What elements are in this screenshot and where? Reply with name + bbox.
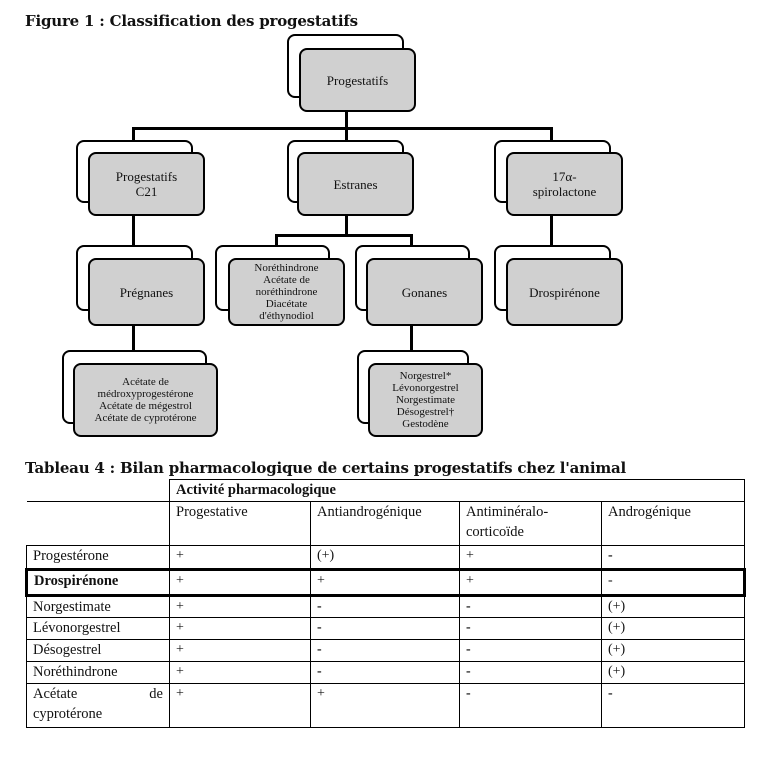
cell: +	[170, 618, 311, 640]
table-row	[27, 546, 745, 570]
column-header: Antiminéralo- corticoïde	[460, 502, 602, 546]
cell: -	[460, 684, 602, 728]
row-name	[27, 684, 170, 728]
cell: -	[311, 618, 460, 640]
table-row	[27, 596, 745, 618]
node-17a-spirolactone: 17α- spirolactone	[506, 152, 623, 216]
cell: -	[602, 684, 745, 728]
connector	[132, 127, 553, 130]
node-progestatifs: Progestatifs	[299, 48, 416, 112]
table-row	[27, 662, 745, 684]
cell: +	[170, 684, 311, 728]
table-row	[27, 618, 745, 640]
connector	[410, 325, 413, 353]
table-title: Tableau 4 : Bilan pharmacologique de certains progestatifs chez l'animal	[25, 459, 627, 477]
group-header: Activité pharmacologique	[170, 480, 745, 502]
pharmacology-table	[25, 479, 746, 728]
node-progestatifs-c21: Progestatifs C21	[88, 152, 205, 216]
cell: +	[311, 684, 460, 728]
node-pregnanes: Prégnanes	[88, 258, 205, 326]
row-name: Norgestimate	[27, 596, 170, 618]
cell: -	[460, 618, 602, 640]
column-header-row	[27, 502, 745, 546]
cell: +	[460, 546, 602, 570]
empty-cell	[27, 480, 170, 502]
cell: (+)	[602, 618, 745, 640]
node-estranes: Estranes	[297, 152, 414, 216]
connector	[275, 234, 413, 237]
table-row-highlighted	[27, 570, 745, 596]
node-drospirenone: Drospirénone	[506, 258, 623, 326]
column-header: Progestative	[170, 502, 311, 546]
cell: -	[602, 546, 745, 570]
row-name: Lévonorgestrel	[27, 618, 170, 640]
cell: -	[460, 640, 602, 662]
cell: -	[460, 596, 602, 618]
empty-cell	[27, 502, 170, 546]
cell: -	[602, 570, 745, 596]
group-header-row	[27, 480, 745, 502]
node-gonanes: Gonanes	[366, 258, 483, 326]
node-estranes-list: Noréthindrone Acétate de noréthindrone Diacétate d'éthynodiol	[228, 258, 345, 326]
row-name-line: cyprotérone	[33, 706, 103, 722]
cell: +	[170, 596, 311, 618]
cell: -	[311, 662, 460, 684]
figure-title: Figure 1 : Classification des progestatifs	[25, 12, 358, 30]
node-gonanes-list: Norgestrel* Lévonorgestrel Norgestimate Désogestrel† Gestodène	[368, 363, 483, 437]
row-name: Drospirénone	[27, 570, 170, 596]
column-header: Androgénique	[602, 502, 745, 546]
row-name: Progestérone	[27, 546, 170, 570]
cell: (+)	[602, 662, 745, 684]
row-name: Désogestrel	[27, 640, 170, 662]
table-row	[27, 640, 745, 662]
cell: +	[170, 662, 311, 684]
table-row	[27, 684, 745, 728]
cell: +	[170, 640, 311, 662]
cell: +	[170, 546, 311, 570]
cell: -	[311, 596, 460, 618]
row-name-line: Acétate de	[33, 686, 163, 702]
cell: -	[311, 640, 460, 662]
node-pregnanes-list: Acétate de médroxyprogestérone Acétate de mégestrol Acétate de cyprotérone	[73, 363, 218, 437]
cell: (+)	[311, 546, 460, 570]
cell: +	[311, 570, 460, 596]
cell: (+)	[602, 596, 745, 618]
row-name: Noréthindrone	[27, 662, 170, 684]
cell: (+)	[602, 640, 745, 662]
cell: -	[460, 662, 602, 684]
cell: +	[170, 570, 311, 596]
column-header: Antiandrogénique	[311, 502, 460, 546]
cell: +	[460, 570, 602, 596]
connector	[132, 325, 135, 353]
